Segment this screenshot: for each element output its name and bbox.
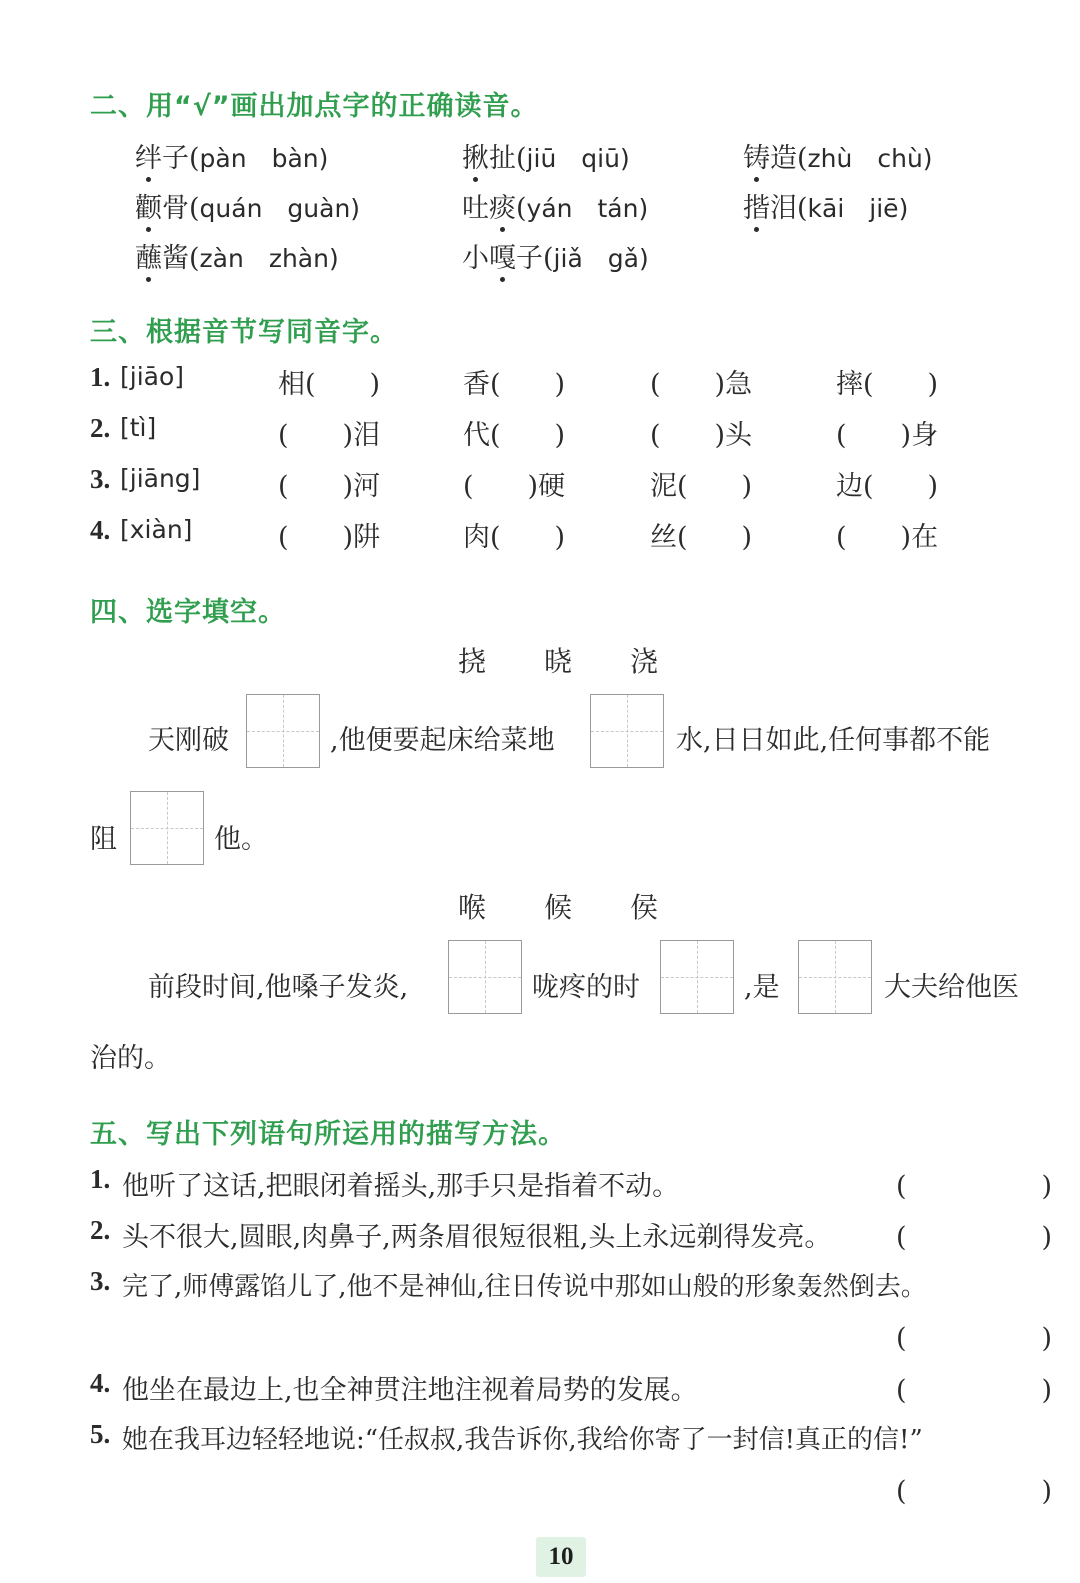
choice-character: 侯 (630, 891, 659, 924)
section-3-heading: 三、根据音节写同音字。 (90, 317, 398, 348)
choice-character: 晓 (544, 645, 573, 678)
reading-item: 小嘎子(jiǎ gǎ) (462, 236, 649, 275)
blank-cell[interactable]: 代( ) (463, 420, 566, 451)
answer-blank[interactable]: ( ) (896, 1171, 1053, 1202)
item-number: 5. (90, 1419, 111, 1449)
dotted-character: 颧 (135, 186, 162, 225)
blank-cell[interactable]: ( )在 (836, 522, 939, 553)
blank-cell[interactable]: ( )阱 (278, 522, 381, 553)
item-number: 4. (90, 1368, 111, 1398)
dotted-character: 绊 (135, 136, 162, 175)
sentence-text: 她在我耳边轻轻地说:“任叔叔,我告诉你,我给你寄了一封信!真正的信!” (122, 1425, 923, 1455)
dotted-character: 揩 (743, 186, 770, 225)
tian-grid-box[interactable] (590, 694, 664, 768)
pinyin-options[interactable]: zhù chù) (807, 144, 933, 173)
item-number: 3. (90, 1266, 111, 1296)
sentence-text: 头不很大,圆眼,肉鼻子,两条眉很短很粗,头上永远剃得发亮。 (122, 1222, 832, 1253)
row-number: 4. (90, 515, 111, 545)
sentence-text: 大夫给他医 (884, 972, 1019, 1003)
answer-blank[interactable]: ( ) (896, 1476, 1053, 1507)
choice-character: 浇 (630, 645, 659, 678)
dotted-character: 蘸 (135, 236, 162, 275)
answer-blank[interactable]: ( ) (896, 1375, 1053, 1406)
tian-grid-box[interactable] (798, 940, 872, 1014)
sentence-text: ,是 (744, 972, 780, 1003)
choice-character: 候 (544, 891, 573, 924)
tian-grid-box[interactable] (660, 940, 734, 1014)
syllable: [jiāng] (120, 464, 201, 493)
blank-cell[interactable]: 摔( ) (836, 369, 939, 400)
dotted-character: 揪 (462, 136, 489, 175)
blank-cell[interactable]: 边( ) (836, 471, 939, 502)
reading-item: 铸造(zhù chù) (743, 136, 933, 175)
section-5-heading: 五、写出下列语句所运用的描写方法。 (90, 1119, 566, 1150)
sentence-text: 前段时间,他嗓子发炎, (148, 972, 409, 1003)
section-4-heading: 四、选字填空。 (90, 597, 286, 628)
reading-item: 颧骨(quán guàn) (135, 186, 360, 225)
pinyin-options[interactable]: pàn bàn) (199, 144, 329, 173)
dotted-character: 铸 (743, 136, 770, 175)
section-2-heading: 二、用“√”画出加点字的正确读音。 (90, 91, 539, 122)
sentence-text: 治的。 (90, 1043, 171, 1074)
sentence-text: 完了,师傅露馅儿了,他不是神仙,往日传说中那如山般的形象轰然倒去。 (122, 1272, 927, 1302)
reading-item: 揪扯(jiū qiū) (462, 136, 630, 175)
row-number: 2. (90, 413, 111, 443)
tian-grid-box[interactable] (130, 791, 204, 865)
syllable: [xiàn] (120, 515, 193, 544)
pinyin-options[interactable]: zàn zhàn) (199, 244, 339, 273)
answer-blank[interactable]: ( ) (896, 1222, 1053, 1253)
reading-item: 揩泪(kāi jiē) (743, 186, 908, 225)
syllable: [jiāo] (120, 362, 185, 391)
dotted-character: 嘎 (489, 236, 516, 275)
choice-character: 挠 (458, 645, 487, 678)
row-number: 1. (90, 362, 111, 392)
page-number: 10 (536, 1537, 586, 1577)
pinyin-options[interactable]: quán guàn) (199, 194, 361, 223)
sentence-text: 咙疼的时 (532, 972, 640, 1003)
blank-cell[interactable]: ( )泪 (278, 420, 381, 451)
reading-item: 绊子(pàn bàn) (135, 136, 328, 175)
blank-cell[interactable]: 泥( ) (650, 471, 753, 502)
blank-cell[interactable]: 肉( ) (463, 522, 566, 553)
pinyin-options[interactable]: jiǎ gǎ) (553, 244, 649, 273)
dotted-character: 痰 (489, 186, 516, 225)
choice-character: 喉 (458, 891, 487, 924)
reading-item: 蘸酱(zàn zhàn) (135, 236, 339, 275)
blank-cell[interactable]: 相( ) (278, 369, 381, 400)
sentence-text: ,他便要起床给菜地 (330, 725, 555, 756)
sentence-text: 他。 (214, 824, 268, 855)
tian-grid-box[interactable] (246, 694, 320, 768)
blank-cell[interactable]: ( )硬 (463, 471, 566, 502)
blank-cell[interactable]: 香( ) (463, 369, 566, 400)
blank-cell[interactable]: 丝( ) (650, 522, 753, 553)
answer-blank[interactable]: ( ) (896, 1323, 1053, 1354)
pinyin-options[interactable]: kāi jiē) (807, 194, 909, 223)
item-number: 2. (90, 1215, 111, 1245)
sentence-text: 阻 (90, 824, 117, 855)
blank-cell[interactable]: ( )河 (278, 471, 381, 502)
sentence-text: 他坐在最边上,也全神贯注地注视着局势的发展。 (122, 1375, 698, 1406)
sentence-text: 他听了这话,把眼闭着摇头,那手只是指着不动。 (122, 1171, 680, 1202)
item-number: 1. (90, 1164, 111, 1194)
reading-item: 吐痰(yán tán) (462, 186, 648, 225)
blank-cell[interactable]: ( )身 (836, 420, 939, 451)
syllable: [tì] (120, 413, 157, 442)
pinyin-options[interactable]: jiū qiū) (526, 144, 630, 173)
blank-cell[interactable]: ( )头 (650, 420, 753, 451)
blank-cell[interactable]: ( )急 (650, 369, 753, 400)
sentence-text: 水,日日如此,任何事都不能 (676, 725, 991, 756)
tian-grid-box[interactable] (448, 940, 522, 1014)
row-number: 3. (90, 464, 111, 494)
pinyin-options[interactable]: yán tán) (526, 194, 649, 223)
sentence-text: 天刚破 (148, 725, 229, 756)
